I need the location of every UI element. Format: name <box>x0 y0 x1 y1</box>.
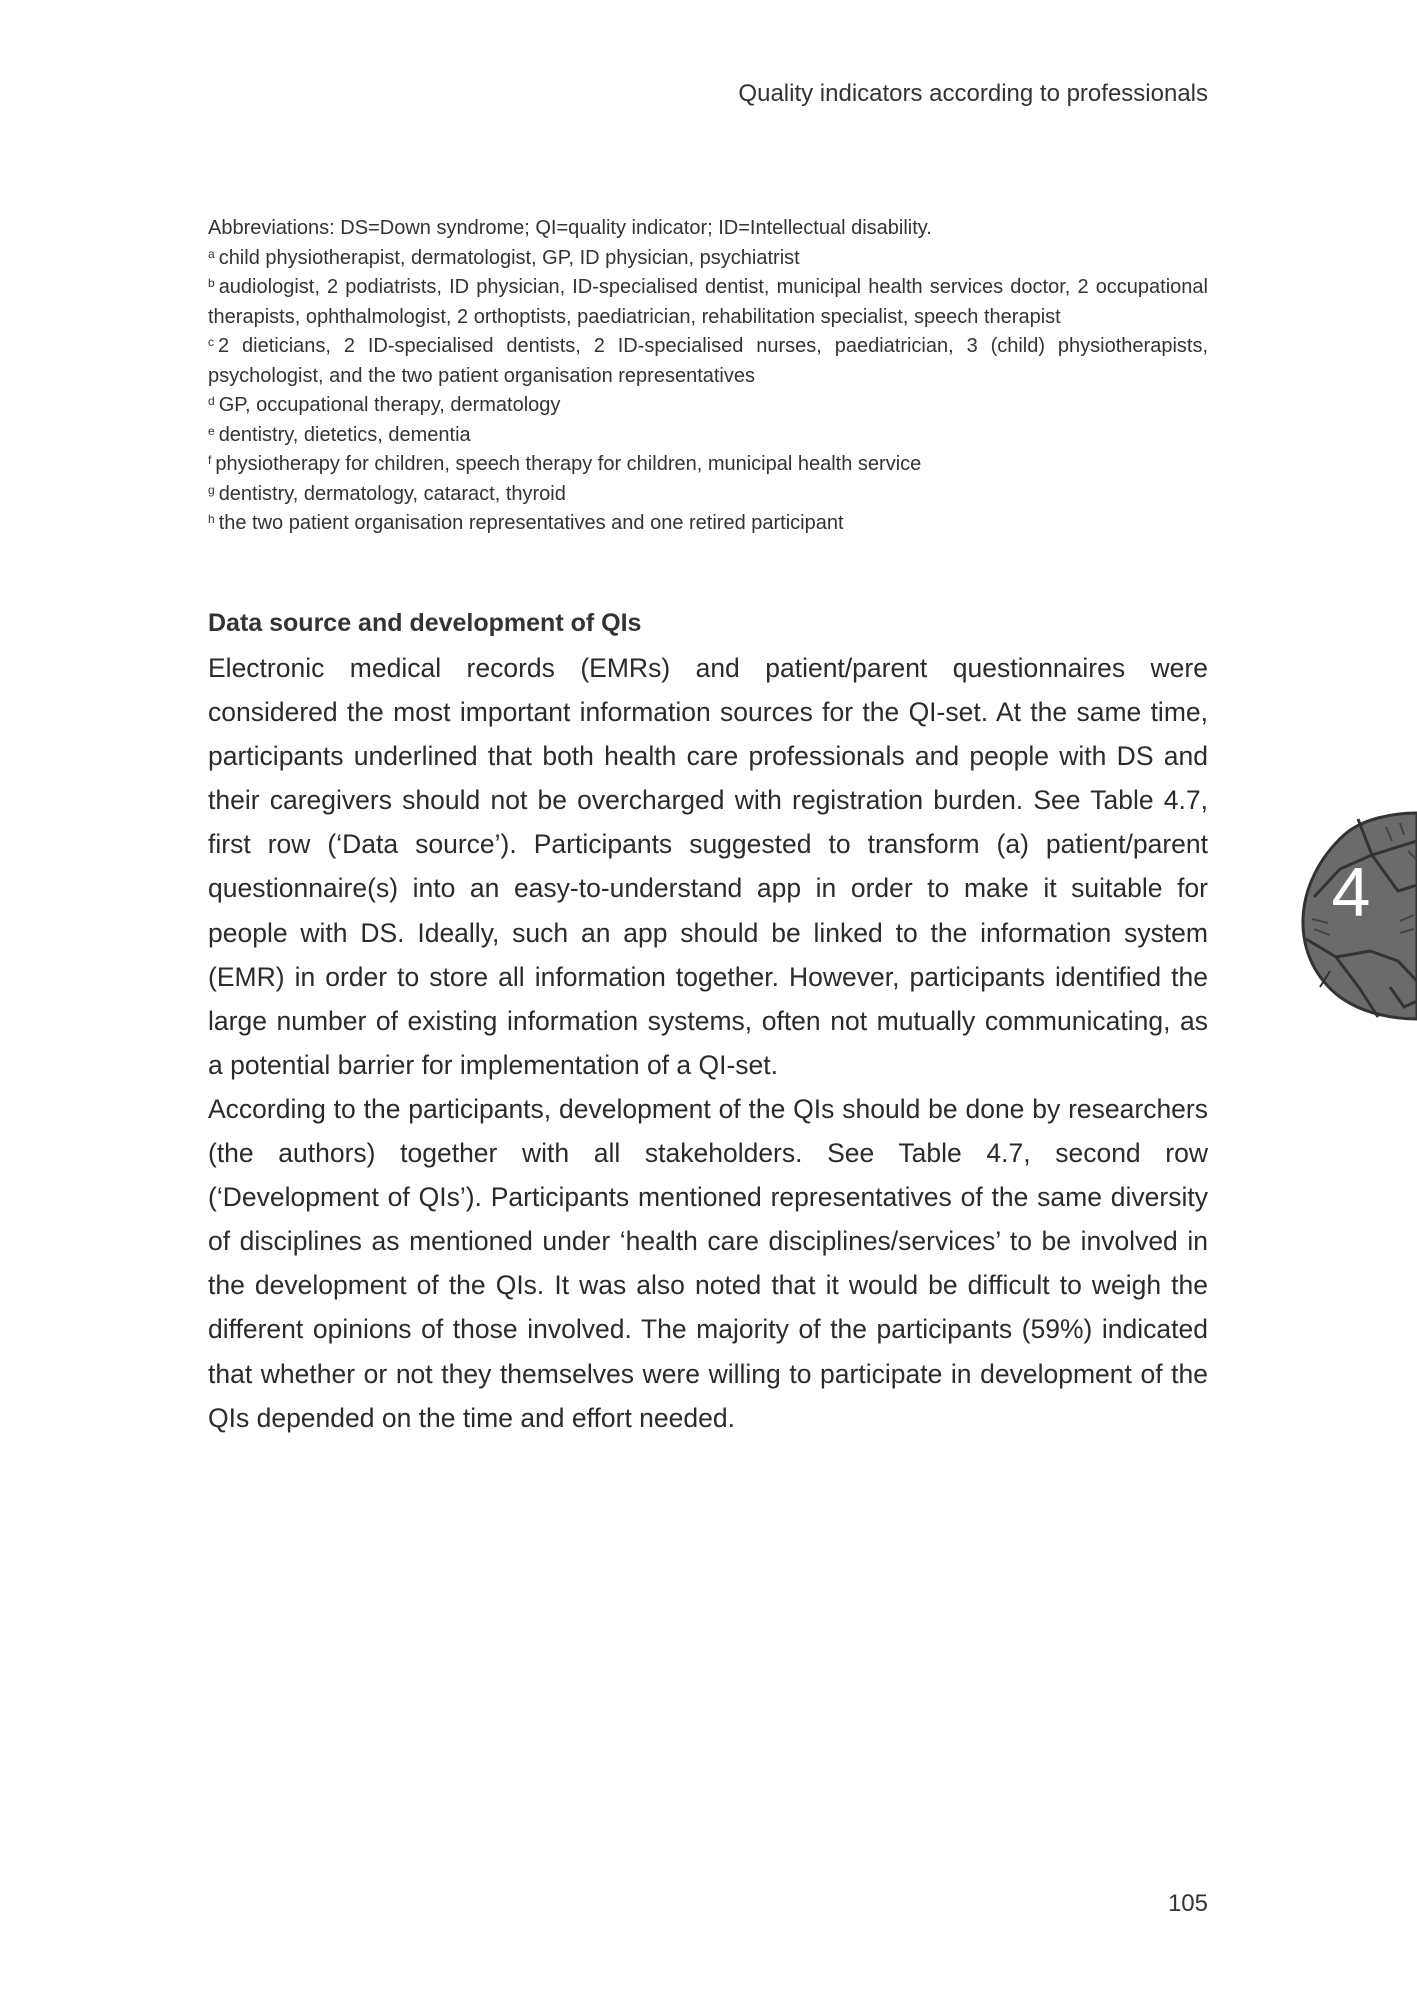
footnote-text: dentistry, dermatology, cataract, thyroid <box>218 482 566 505</box>
footnote-mark: d <box>208 394 215 408</box>
footnote-text: child physiotherapist, dermatologist, GP, ID physician, psychiatrist <box>218 246 800 269</box>
running-header: Quality indicators according to professionals <box>738 80 1208 107</box>
abbreviations-note: Abbreviations: DS=Down syndrome; QI=quality indicator; ID=Intellectual disability. <box>208 217 932 239</box>
section-body <box>208 646 1208 1440</box>
section-heading: Data source and development of QIs <box>208 609 642 637</box>
body-paragraph: Electronic medical records (EMRs) and patient/parent questionnaires were considered the most important information sources for the QI-set. At the same time, participants underlined that both health care professionals and people with DS and their caregivers should not be overcharged with registration burden. See Table 4.7, first row (‘Data source’). Participants suggested to transform (a) patient/parent questionnaire(s) into an easy-to-understand app in order to make it suitable for people with DS. Ideally, such an app should be linked to the information system (EMR) in order to store all information together. However, participants identified the large number of existing information systems, often not mutually communicating, as a potential barrier for implementation of a QI-set. <box>208 653 1208 1080</box>
footnote-e <box>208 421 1208 451</box>
page-number: 105 <box>1167 1890 1208 1917</box>
footnote-mark: a <box>208 246 215 261</box>
footnote-text: the two patient organisation representatives and one retired participant <box>218 512 844 534</box>
footnote-d <box>208 391 1208 421</box>
chapter-number: 4 <box>1331 853 1371 931</box>
footnote-mark: c <box>208 335 214 349</box>
footnote-mark: h <box>208 512 215 526</box>
footnote-h <box>208 509 1208 539</box>
footnote-text: physiotherapy for children, speech therapy for children, municipal health service <box>215 453 922 475</box>
footnote-g <box>208 480 1208 510</box>
footnote-text: audiologist, 2 podiatrists, ID physician, ID-specialised dentist, municipal health services doctor, 2 occupational therapists, ophthalmologist, 2 orthoptists, paediatrician, rehabilitation specialist, speech therapist <box>208 276 1208 328</box>
footnote-mark: g <box>208 482 215 497</box>
footnote-mark: b <box>208 276 215 290</box>
body-paragraph: According to the participants, development of the QIs should be done by researchers (the authors) together with all stakeholders. See Table 4.7, second row (‘Development of QIs’). Participants mentioned representatives of the same diversity of disciplines as mentioned under ‘health care disciplines/services’ to be involved in the development of the QIs. It was also noted that it would be difficult to weigh the different opinions of those involved. The majority of the participants (59%) indicated that whether or not they themselves were willing to participate in development of the QIs depended on the time and effort needed. <box>208 1093 1208 1433</box>
table-notes <box>208 214 1208 539</box>
footnote-mark: e <box>208 423 215 438</box>
footnote-a <box>208 244 1208 274</box>
footnote-f <box>208 450 1208 480</box>
footnote-text: dentistry, dietetics, dementia <box>218 423 471 446</box>
footnote-c <box>208 332 1208 391</box>
footnote-text: 2 dieticians, 2 ID-specialised dentists, 2 ID-specialised nurses, paediatrician, 3 (child) physiotherapists, psychologist, and the two patient organisation representatives <box>208 335 1208 387</box>
footnote-text: GP, occupational therapy, dermatology <box>218 394 561 416</box>
footnote-mark: f <box>208 453 212 467</box>
footnote-b <box>208 273 1208 332</box>
